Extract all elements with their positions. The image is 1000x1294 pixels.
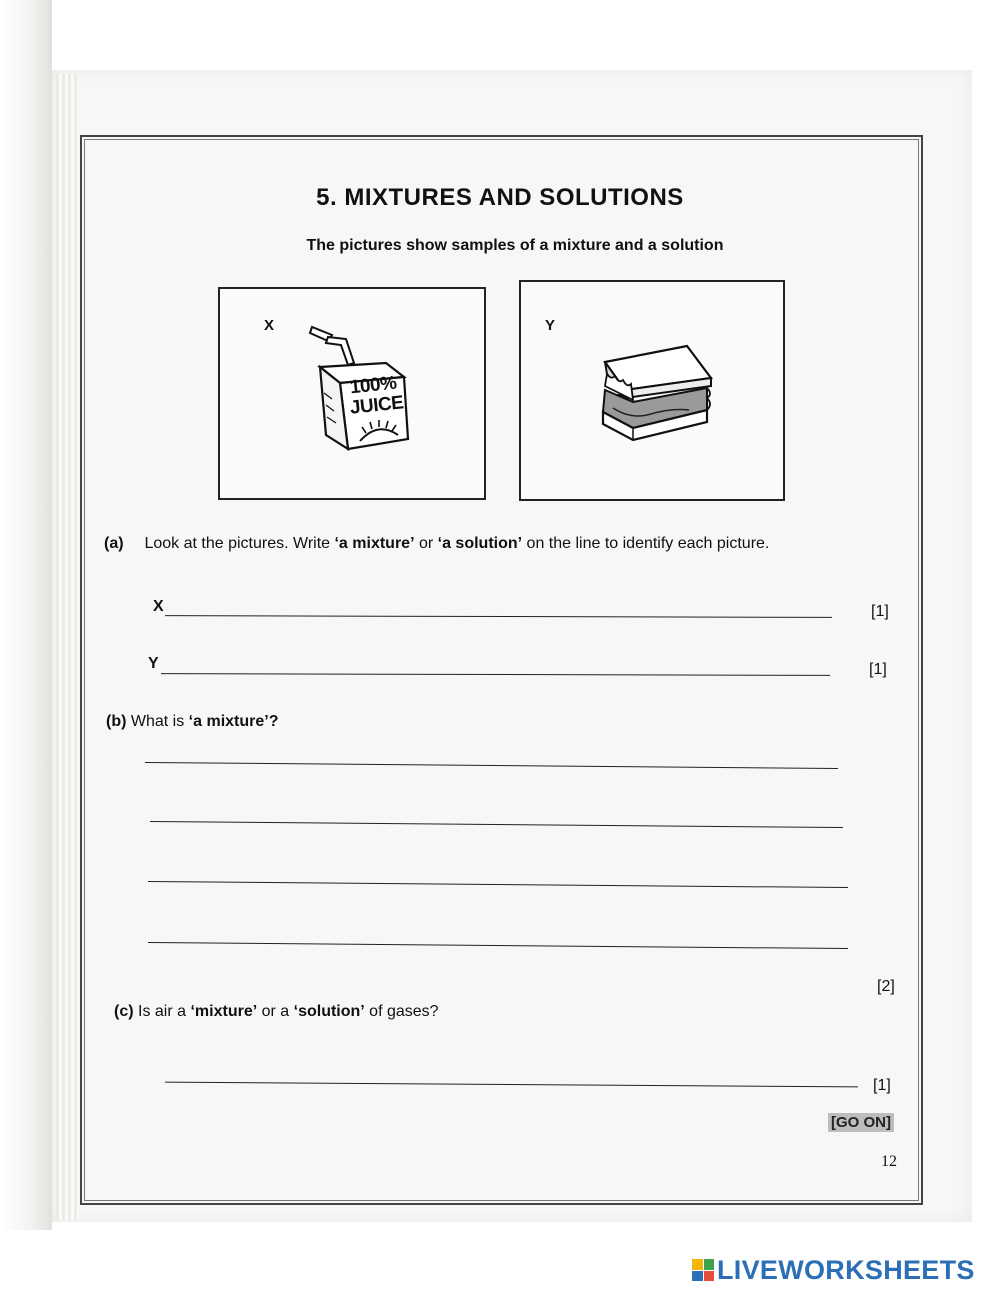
- question-b: [106, 713, 278, 731]
- question-b-letter: (b): [106, 713, 127, 730]
- go-on-label: [GO ON]: [828, 1113, 894, 1132]
- question-a-text-pre: Look at the pictures. Write: [144, 535, 335, 552]
- juice-label-text-1: 100%: [348, 372, 398, 399]
- question-c-option-solution: ‘solution’: [293, 1003, 365, 1020]
- liveworksheets-logo-text: LIVEWORKSHEETS: [717, 1254, 975, 1285]
- question-c-text-pre: Is air a: [133, 1003, 191, 1020]
- answer-y-mark: [1]: [869, 661, 887, 678]
- question-c-letter: (c): [114, 1003, 134, 1020]
- answer-c-mark: [1]: [873, 1077, 891, 1094]
- picture-y-box: [519, 280, 785, 501]
- question-c-text-post: of gases?: [364, 1003, 439, 1020]
- question-a-option-mixture: ‘a mixture’: [334, 535, 415, 552]
- picture-x-box: [218, 287, 486, 500]
- answer-x-label: X: [153, 598, 164, 615]
- answer-y-label: Y: [148, 655, 159, 672]
- question-a-text-post: on the line to identify each picture.: [522, 535, 770, 552]
- picture-x-label: X: [264, 317, 275, 334]
- page-subtitle: The pictures show samples of a mixture and a solution: [306, 237, 724, 254]
- question-a-text-mid: or: [414, 535, 438, 552]
- juice-label-text-2: JUICE: [348, 392, 405, 419]
- question-b-term: ‘a mixture’?: [188, 713, 279, 730]
- question-b-text: What is: [126, 713, 189, 730]
- page-border-inner: [84, 139, 919, 1201]
- question-c: [114, 1003, 439, 1021]
- answer-b-mark: [2]: [877, 978, 895, 995]
- page-number: 12: [881, 1153, 897, 1170]
- question-a-letter: (a): [104, 535, 124, 552]
- page-title: 5. MIXTURES AND SOLUTIONS: [316, 184, 684, 211]
- sandwich-icon: [521, 282, 787, 503]
- question-a: [104, 535, 769, 553]
- liveworksheets-logo: [692, 1254, 975, 1286]
- question-c-text-mid: or a: [257, 1003, 294, 1020]
- question-a-option-solution: ‘a solution’: [437, 535, 523, 552]
- answer-x-mark: [1]: [871, 603, 889, 620]
- question-c-option-mixture: ‘mixture’: [190, 1003, 258, 1020]
- liveworksheets-logo-icon: [692, 1259, 714, 1281]
- picture-y-label: Y: [545, 317, 556, 334]
